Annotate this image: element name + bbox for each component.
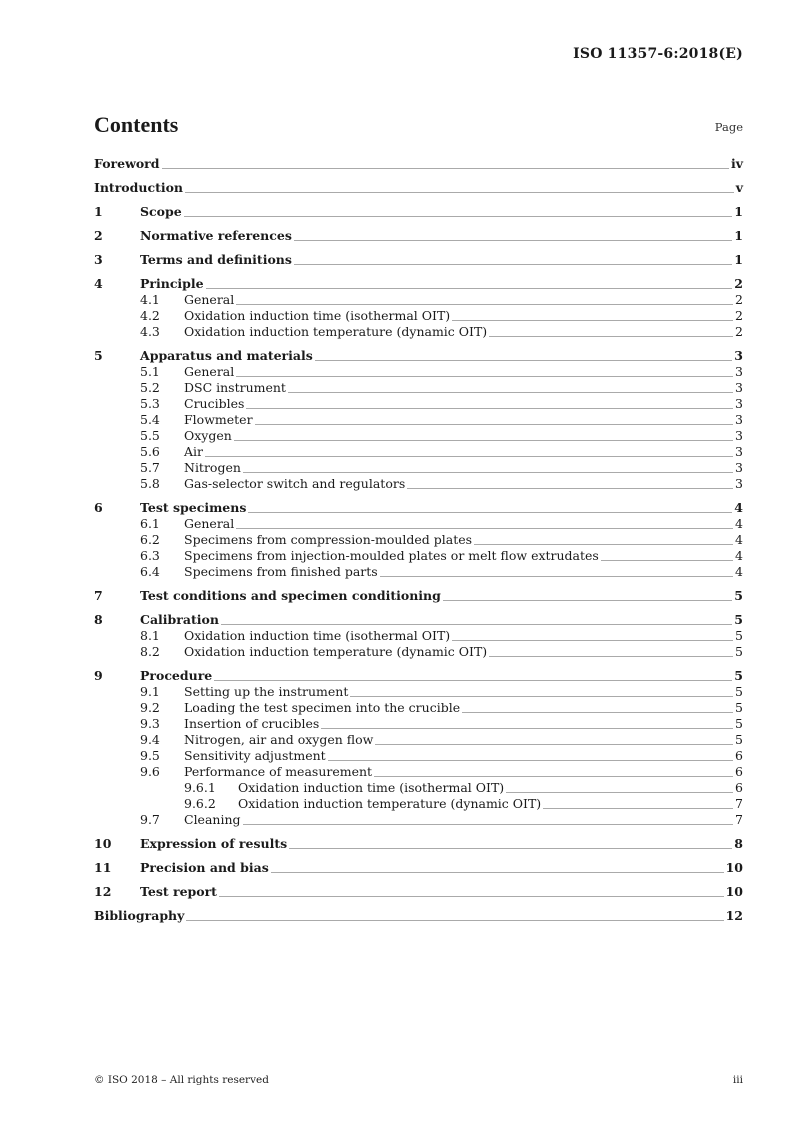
toc-entry-page: 12 <box>725 908 743 923</box>
toc-entry-page: 6 <box>735 780 743 795</box>
toc-entry[interactable] <box>94 684 743 700</box>
dot-leader <box>474 544 733 545</box>
dot-leader <box>315 360 733 361</box>
toc-entry-title[interactable]: Test report <box>140 884 217 899</box>
toc-entry[interactable] <box>94 380 743 396</box>
toc-entry-page: 10 <box>725 860 743 875</box>
toc-entry-title[interactable]: Expression of results <box>140 836 288 851</box>
toc-entry-title[interactable]: Setting up the instrument <box>184 684 349 699</box>
toc-entry-number: 1 <box>94 204 103 219</box>
toc-entry-page: 3 <box>734 348 743 363</box>
toc-entry-page: 7 <box>735 812 743 827</box>
toc-entry[interactable] <box>94 412 743 428</box>
dot-leader <box>601 560 733 561</box>
toc-entry-number: 2 <box>94 228 103 243</box>
dot-leader <box>452 320 733 321</box>
toc-entry-title[interactable]: General <box>184 292 235 307</box>
toc-entry-page: 4 <box>735 516 743 531</box>
toc-entry[interactable] <box>94 764 743 780</box>
dot-leader <box>374 776 733 777</box>
toc-entry-page: 3 <box>735 380 743 395</box>
toc-entry-title[interactable]: Performance of measurement <box>184 764 373 779</box>
toc-entry-number: 4.3 <box>140 324 160 339</box>
table-of-contents <box>94 156 743 924</box>
toc-entry-page: 1 <box>734 252 743 267</box>
toc-entry[interactable] <box>94 180 743 196</box>
toc-entry-title[interactable]: Loading the test specimen into the crucible <box>184 700 461 715</box>
toc-entry-number: 5.6 <box>140 444 160 459</box>
toc-entry[interactable] <box>94 668 743 684</box>
page-column-label: Page <box>714 120 743 134</box>
toc-entry[interactable] <box>94 588 743 604</box>
dot-leader <box>289 848 732 849</box>
toc-entry-page: 1 <box>734 204 743 219</box>
toc-entry-number: 5.8 <box>140 476 160 491</box>
toc-entry[interactable] <box>94 644 743 660</box>
toc-entry-title[interactable]: Apparatus and materials <box>140 348 313 363</box>
toc-entry[interactable] <box>94 516 743 532</box>
toc-entry-page: 4 <box>735 548 743 563</box>
toc-entry[interactable] <box>94 500 743 516</box>
toc-entry[interactable] <box>94 628 743 644</box>
toc-entry[interactable] <box>94 884 743 900</box>
toc-entry-page: 4 <box>735 532 743 547</box>
toc-entry-number: 5 <box>94 348 103 363</box>
toc-entry-title[interactable]: Air <box>184 444 204 459</box>
toc-entry-title[interactable]: Terms and definitions <box>140 252 292 267</box>
toc-entry-title[interactable]: Oxygen <box>184 428 232 443</box>
toc-entry-title[interactable]: Oxidation induction temperature (dynamic OIT) <box>238 796 542 811</box>
toc-entry[interactable] <box>94 276 743 292</box>
toc-entry-title[interactable]: Procedure <box>140 668 213 683</box>
toc-entry[interactable] <box>94 796 743 812</box>
toc-entry[interactable] <box>94 532 743 548</box>
toc-entry-number: 8 <box>94 612 103 627</box>
document-id: ISO 11357-6:2018(E) <box>573 46 743 62</box>
toc-entry-title[interactable]: Normative references <box>140 228 292 243</box>
toc-entry-title[interactable]: Oxidation induction time (isothermal OIT) <box>238 780 505 795</box>
toc-entry-page: 8 <box>734 836 743 851</box>
toc-entry-page: 3 <box>735 364 743 379</box>
toc-entry-number: 4 <box>94 276 103 291</box>
toc-entry-page: 2 <box>735 324 743 339</box>
dot-leader <box>186 920 723 921</box>
toc-entry-page: iv <box>730 156 743 171</box>
toc-entry-title[interactable]: Calibration <box>140 612 219 627</box>
toc-entry-number: 6.4 <box>140 564 160 579</box>
toc-entry-page: 6 <box>735 748 743 763</box>
toc-entry-page: 1 <box>734 228 743 243</box>
toc-entry-number: 11 <box>94 860 112 875</box>
toc-entry-number: 9.2 <box>140 700 160 715</box>
toc-entry-title[interactable]: Foreword <box>94 156 160 171</box>
toc-entry[interactable] <box>94 732 743 748</box>
toc-entry-page: 3 <box>735 460 743 475</box>
dot-leader <box>288 392 733 393</box>
toc-entry-number: 3 <box>94 252 103 267</box>
toc-entry-title[interactable]: Specimens from injection-moulded plates or melt flow extrudates <box>184 548 599 563</box>
toc-entry[interactable] <box>94 348 743 364</box>
toc-entry-title[interactable]: Sensitivity adjustment <box>184 748 326 763</box>
toc-entry-title[interactable]: Oxidation induction time (isothermal OIT) <box>184 308 451 323</box>
toc-entry-page: 5 <box>735 716 743 731</box>
toc-entry-number: 5.7 <box>140 460 160 475</box>
toc-entry-number: 6.1 <box>140 516 160 531</box>
dot-leader <box>407 488 733 489</box>
dot-leader <box>294 240 732 241</box>
toc-entry-number: 9.5 <box>140 748 160 763</box>
dot-leader <box>184 216 733 217</box>
dot-leader <box>489 336 733 337</box>
dot-leader <box>452 640 733 641</box>
toc-entry-page: 5 <box>734 612 743 627</box>
toc-entry-page: 5 <box>735 644 743 659</box>
toc-entry-number: 4.1 <box>140 292 160 307</box>
toc-entry[interactable] <box>94 156 743 172</box>
toc-entry-number: 9.3 <box>140 716 160 731</box>
toc-entry-title[interactable]: Specimens from finished parts <box>184 564 378 579</box>
toc-entry-page: 2 <box>734 276 743 291</box>
dot-leader <box>350 696 733 697</box>
toc-entry[interactable] <box>94 476 743 492</box>
toc-entry-page: 10 <box>725 884 743 899</box>
toc-entry[interactable] <box>94 364 743 380</box>
toc-entry-title[interactable]: Crucibles <box>184 396 245 411</box>
toc-entry-number: 6.3 <box>140 548 160 563</box>
copyright-notice: © ISO 2018 – All rights reserved <box>94 1074 269 1086</box>
toc-entry-number: 5.3 <box>140 396 160 411</box>
toc-entry[interactable] <box>94 324 743 340</box>
dot-leader <box>328 760 733 761</box>
toc-entry-title[interactable]: General <box>184 364 235 379</box>
toc-entry-number: 9.4 <box>140 732 160 747</box>
toc-entry-number: 8.1 <box>140 628 160 643</box>
dot-leader <box>221 624 732 625</box>
toc-entry-page: 5 <box>735 700 743 715</box>
toc-entry[interactable] <box>94 700 743 716</box>
toc-entry-number: 9.6.1 <box>184 780 216 795</box>
toc-entry[interactable] <box>94 308 743 324</box>
toc-entry[interactable] <box>94 780 743 796</box>
toc-entry-title[interactable]: Flowmeter <box>184 412 253 427</box>
dot-leader <box>506 792 733 793</box>
toc-entry-number: 6.2 <box>140 532 160 547</box>
toc-entry[interactable] <box>94 564 743 580</box>
dot-leader <box>543 808 733 809</box>
dot-leader <box>236 376 733 377</box>
dot-leader <box>185 192 734 193</box>
toc-entry-number: 10 <box>94 836 112 851</box>
toc-entry-number: 12 <box>94 884 112 899</box>
toc-entry-title[interactable]: Test specimens <box>140 500 247 515</box>
toc-entry-number: 5.5 <box>140 428 160 443</box>
dot-leader <box>236 528 733 529</box>
toc-entry-page: 2 <box>735 292 743 307</box>
toc-entry-number: 7 <box>94 588 103 603</box>
toc-entry[interactable] <box>94 428 743 444</box>
toc-entry-number: 9.6 <box>140 764 160 779</box>
dot-leader <box>321 728 733 729</box>
toc-entry[interactable] <box>94 748 743 764</box>
dot-leader <box>380 576 733 577</box>
toc-entry-page: 3 <box>735 428 743 443</box>
toc-entry[interactable] <box>94 548 743 564</box>
toc-entry[interactable] <box>94 292 743 308</box>
toc-entry-title[interactable]: Gas-selector switch and regulators <box>184 476 406 491</box>
dot-leader <box>246 408 733 409</box>
toc-entry-page: 5 <box>735 732 743 747</box>
dot-leader <box>162 168 729 169</box>
dot-leader <box>205 456 733 457</box>
toc-entry-title[interactable]: Bibliography <box>94 908 185 923</box>
toc-entry-page: 3 <box>735 444 743 459</box>
toc-entry-number: 9.7 <box>140 812 160 827</box>
dot-leader <box>255 424 734 425</box>
toc-entry[interactable] <box>94 836 743 852</box>
toc-entry-number: 8.2 <box>140 644 160 659</box>
dot-leader <box>236 304 733 305</box>
dot-leader <box>243 824 734 825</box>
toc-entry[interactable] <box>94 460 743 476</box>
toc-entry[interactable] <box>94 252 743 268</box>
toc-entry-page: v <box>735 180 743 195</box>
toc-entry-title[interactable]: Test conditions and specimen conditioning <box>140 588 441 603</box>
toc-entry-title[interactable]: Principle <box>140 276 204 291</box>
toc-entry-page: 5 <box>734 668 743 683</box>
toc-entry-title[interactable]: Oxidation induction time (isothermal OIT) <box>184 628 451 643</box>
toc-entry-title[interactable]: Oxidation induction temperature (dynamic OIT) <box>184 644 488 659</box>
dot-leader <box>243 472 733 473</box>
toc-entry[interactable] <box>94 204 743 220</box>
toc-entry-page: 4 <box>734 500 743 515</box>
toc-entry-title[interactable]: Scope <box>140 204 182 219</box>
toc-entry-number: 5.4 <box>140 412 160 427</box>
toc-entry-page: 3 <box>735 476 743 491</box>
toc-entry-title[interactable]: Nitrogen <box>184 460 241 475</box>
toc-entry-page: 5 <box>734 588 743 603</box>
dot-leader <box>443 600 732 601</box>
toc-entry-title[interactable]: Oxidation induction temperature (dynamic OIT) <box>184 324 488 339</box>
toc-entry-page: 3 <box>735 396 743 411</box>
toc-entry[interactable] <box>94 812 743 828</box>
toc-entry-number: 6 <box>94 500 103 515</box>
dot-leader <box>206 288 733 289</box>
contents-header <box>94 112 743 138</box>
dot-leader <box>294 264 732 265</box>
toc-entry-title[interactable]: Cleaning <box>184 812 241 827</box>
toc-entry[interactable] <box>94 396 743 412</box>
toc-entry[interactable] <box>94 908 743 924</box>
page-number: iii <box>732 1074 743 1086</box>
toc-entry-title[interactable]: Specimens from compression-moulded plates <box>184 532 473 547</box>
dot-leader <box>214 680 732 681</box>
toc-entry[interactable] <box>94 612 743 628</box>
toc-entry-page: 3 <box>735 412 743 427</box>
toc-entry-page: 4 <box>735 564 743 579</box>
toc-entry[interactable] <box>94 228 743 244</box>
toc-entry-title[interactable]: Nitrogen, air and oxygen flow <box>184 732 374 747</box>
toc-entry-title[interactable]: General <box>184 516 235 531</box>
dot-leader <box>219 896 724 897</box>
toc-entry-number: 5.2 <box>140 380 160 395</box>
toc-entry[interactable] <box>94 716 743 732</box>
toc-entry-page: 5 <box>735 628 743 643</box>
dot-leader <box>489 656 733 657</box>
toc-entry-page: 6 <box>735 764 743 779</box>
contents-title: Contents <box>94 112 179 137</box>
toc-entry-number: 5.1 <box>140 364 160 379</box>
toc-entry-number: 9 <box>94 668 103 683</box>
toc-entry-number: 9.1 <box>140 684 160 699</box>
dot-leader <box>248 512 732 513</box>
toc-entry-page: 7 <box>735 796 743 811</box>
toc-entry-page: 2 <box>735 308 743 323</box>
toc-entry-title[interactable]: Insertion of crucibles <box>184 716 320 731</box>
toc-entry-page: 5 <box>735 684 743 699</box>
dot-leader <box>271 872 724 873</box>
toc-entry-number: 4.2 <box>140 308 160 323</box>
toc-entry-title[interactable]: DSC instrument <box>184 380 286 395</box>
toc-entry-title[interactable]: Precision and bias <box>140 860 269 875</box>
dot-leader <box>375 744 733 745</box>
toc-entry[interactable] <box>94 860 743 876</box>
dot-leader <box>234 440 733 441</box>
toc-entry[interactable] <box>94 444 743 460</box>
toc-entry-title[interactable]: Introduction <box>94 180 184 195</box>
toc-entry-number: 9.6.2 <box>184 796 216 811</box>
dot-leader <box>462 712 733 713</box>
